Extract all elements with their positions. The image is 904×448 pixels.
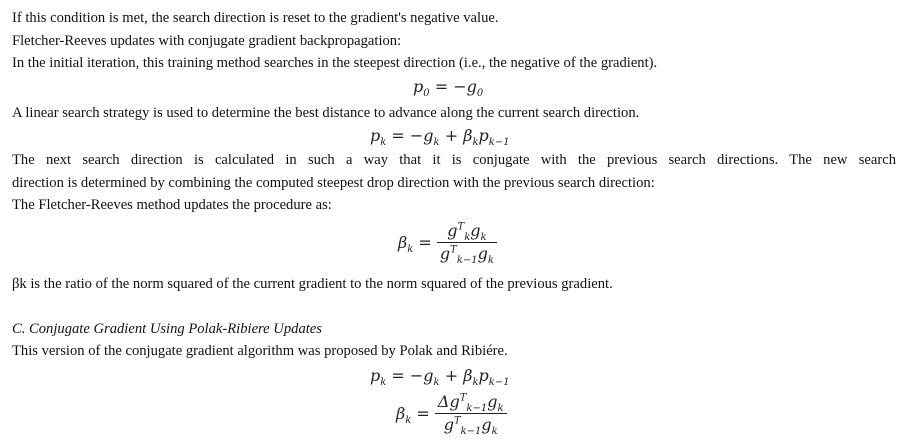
fraction-denominator: $g^T_{k-1}g_k$ bbox=[443, 415, 498, 438]
text-line-9: This version of the conjugate gradient algorithm was proposed by Polak and Ribiére. bbox=[12, 343, 508, 359]
text-line-7: The Fletcher-Reeves method updates the procedure as: bbox=[12, 197, 332, 213]
equation-pk-fletcher: $p_k = -g_k + \beta_kp_{k-1}$ bbox=[370, 126, 510, 149]
equation-pk-polak: $p_k = -g_k + \beta_kp_{k-1}$ bbox=[370, 366, 510, 389]
fraction-numerator: $g^T_kg_k$ bbox=[437, 221, 497, 243]
text-line-6: direction is determined by combining the computed steepest drop direction with the previous search direction: bbox=[12, 175, 655, 191]
text-line-3: In the initial iteration, this training method searches in the steepest direction (i.e., the negative of the gradient). bbox=[12, 55, 658, 71]
text-line-8: βk is the ratio of the norm squared of the current gradient to the norm squared of the previous gradient. bbox=[12, 276, 613, 292]
text-line-4: A linear search strategy is used to determine the best distance to advance along the current search direction. bbox=[12, 105, 640, 121]
section-heading: C. Conjugate Gradient Using Polak-Ribiere Updates bbox=[12, 321, 322, 337]
equation-p0: $p_0 = -g_0$ bbox=[413, 77, 484, 100]
equation-beta-fletcher: $\beta_k$ = $\frac{g^T_kg_k}{g^T_{k-1}g_k}$ bbox=[398, 221, 497, 264]
text-line-2: Fletcher-Reeves updates with conjugate gradient backpropagation: bbox=[12, 33, 402, 49]
equation-beta-polak: $\beta_k$ = $\frac{\Delta g^T_{k-1}g_k}{g^T_{k-1}g_k}$ bbox=[396, 392, 507, 435]
fraction-numerator: $\Delta g^T_{k-1}g_k$ bbox=[435, 392, 507, 414]
fraction-denominator: $g^T_{k-1}g_k$ bbox=[439, 244, 494, 267]
text-line-1: If this condition is met, the search direction is reset to the gradient's negative value. bbox=[12, 10, 499, 26]
text-line-5: The next search direction is calculated in such a way that it is conjugate with the previous search directions. The new search bbox=[12, 152, 896, 168]
